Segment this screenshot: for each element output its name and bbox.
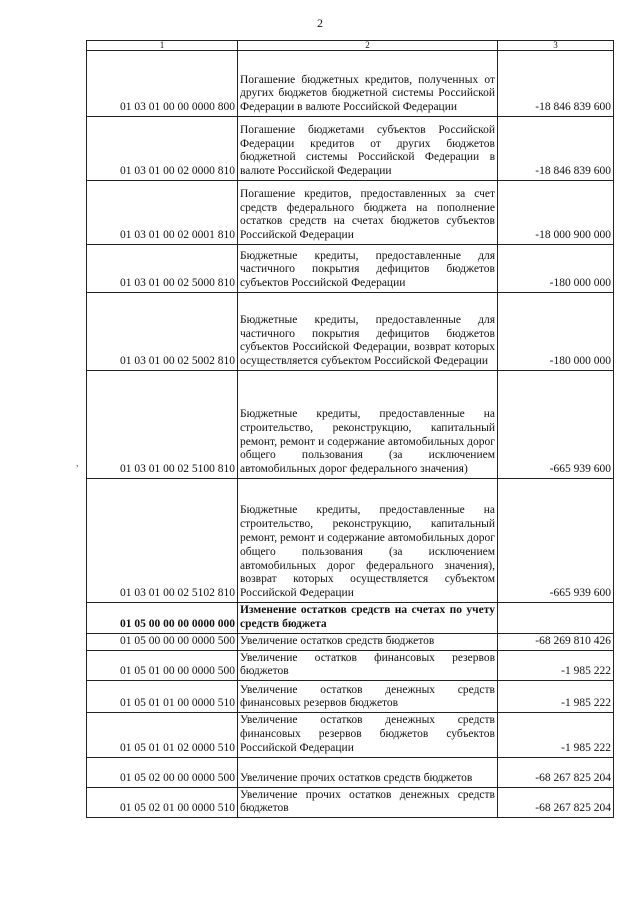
table-row	[87, 181, 614, 245]
amount-cell: -68 267 825 204	[498, 757, 614, 787]
table-row	[87, 293, 614, 371]
amount-cell: -18 846 839 600	[498, 117, 614, 181]
budget-code-cell: 01 05 02 01 00 0000 510	[87, 787, 238, 818]
budget-code-cell: 01 03 01 00 02 0001 810	[87, 181, 238, 245]
table-row	[87, 117, 614, 181]
description-cell: Бюджетные кредиты, предоставленные для частичного покрытия дефицитов бюджетов субъектов Российской Федерации, возврат которых осуществляется субъектом Российской Федерации	[238, 293, 498, 371]
description-cell: Увеличение остатков денежных средств финансовых резервов бюджетов субъектов Российской Федерации	[238, 713, 498, 757]
amount-cell: -18 846 839 600	[498, 51, 614, 117]
description-cell: Увеличение прочих остатков средств бюджетов	[238, 757, 498, 787]
amount-cell: -1 985 222	[498, 713, 614, 757]
budget-code-cell: 01 05 01 01 02 0000 510	[87, 713, 238, 757]
budget-code-cell: 01 05 00 00 00 0000 500	[87, 633, 238, 650]
amount-cell: -180 000 000	[498, 293, 614, 371]
scan-mark: ,	[76, 458, 79, 469]
description-cell: Бюджетные кредиты, предоставленные на строительство, реконструкцию, капитальный ремонт, ремонт и содержание автомобильных дорог общего пользования (за исключением автомобильных дорог федерального значения)	[238, 371, 498, 479]
column-number-1: 1	[87, 41, 238, 51]
description-cell: Увеличение остатков средств бюджетов	[238, 633, 498, 650]
description-cell: Увеличение прочих остатков денежных средств бюджетов	[238, 787, 498, 818]
table-row	[87, 371, 614, 479]
amount-cell: -18 000 900 000	[498, 181, 614, 245]
table-row	[87, 633, 614, 650]
amount-cell: -68 267 825 204	[498, 787, 614, 818]
budget-code-cell: 01 03 01 00 02 5102 810	[87, 479, 238, 603]
column-number-2: 2	[238, 41, 498, 51]
table-row	[87, 681, 614, 713]
table-row	[87, 787, 614, 818]
amount-cell: -665 939 600	[498, 479, 614, 603]
table-row	[87, 603, 614, 634]
table-row	[87, 245, 614, 293]
amount-cell: -1 985 222	[498, 650, 614, 681]
amount-cell: -180 000 000	[498, 245, 614, 293]
description-cell: Бюджетные кредиты, предоставленные на строительство, реконструкцию, капитальный ремонт, ремонт и содержание автомобильных дорог общего пользования (за исключением автомобильных дорог федерального значения), возврат которых осуществляется субъектом Российской Федерации	[238, 479, 498, 603]
description-cell: Увеличение остатков финансовых резервов бюджетов	[238, 650, 498, 681]
amount-cell: -68 269 810 426	[498, 633, 614, 650]
table-row	[87, 479, 614, 603]
description-cell: Погашение бюджетных кредитов, полученных от других бюджетов бюджетной системы Российской Федерации в валюте Российской Федерации	[238, 51, 498, 117]
description-cell: Погашение бюджетами субъектов Российской Федерации кредитов от других бюджетов бюджетной системы Российской Федерации в валюте Российской Федерации	[238, 117, 498, 181]
description-cell: Изменение остатков средств на счетах по учету средств бюджета	[238, 603, 498, 634]
page-number: 2	[317, 16, 323, 30]
budget-code-cell: 01 05 01 01 00 0000 510	[87, 681, 238, 713]
budget-code-cell: 01 03 01 00 02 5002 810	[87, 293, 238, 371]
amount-cell	[498, 603, 614, 634]
description-cell: Бюджетные кредиты, предоставленные для частичного покрытия дефицитов бюджетов субъектов Российской Федерации	[238, 245, 498, 293]
amount-cell: -665 939 600	[498, 371, 614, 479]
table-body	[87, 51, 614, 818]
budget-code-cell: 01 03 01 00 02 5100 810	[87, 371, 238, 479]
description-cell: Погашение кредитов, предоставленных за счет средств федерального бюджета на пополнение остатков средств на счетах бюджетов субъектов Российской Федерации	[238, 181, 498, 245]
amount-cell: -1 985 222	[498, 681, 614, 713]
table-row	[87, 650, 614, 681]
budget-code-cell: 01 03 01 00 02 5000 810	[87, 245, 238, 293]
table-row	[87, 51, 614, 117]
column-number-3: 3	[498, 41, 614, 51]
budget-table	[86, 40, 614, 818]
budget-code-cell: 01 05 00 00 00 0000 000	[87, 603, 238, 634]
table-row	[87, 713, 614, 757]
budget-code-cell: 01 03 01 00 00 0000 800	[87, 51, 238, 117]
table-row	[87, 757, 614, 787]
budget-code-cell: 01 05 01 00 00 0000 500	[87, 650, 238, 681]
budget-code-cell: 01 05 02 00 00 0000 500	[87, 757, 238, 787]
column-number-row	[87, 41, 614, 51]
description-cell: Увеличение остатков денежных средств финансовых резервов бюджетов	[238, 681, 498, 713]
budget-code-cell: 01 03 01 00 02 0000 810	[87, 117, 238, 181]
